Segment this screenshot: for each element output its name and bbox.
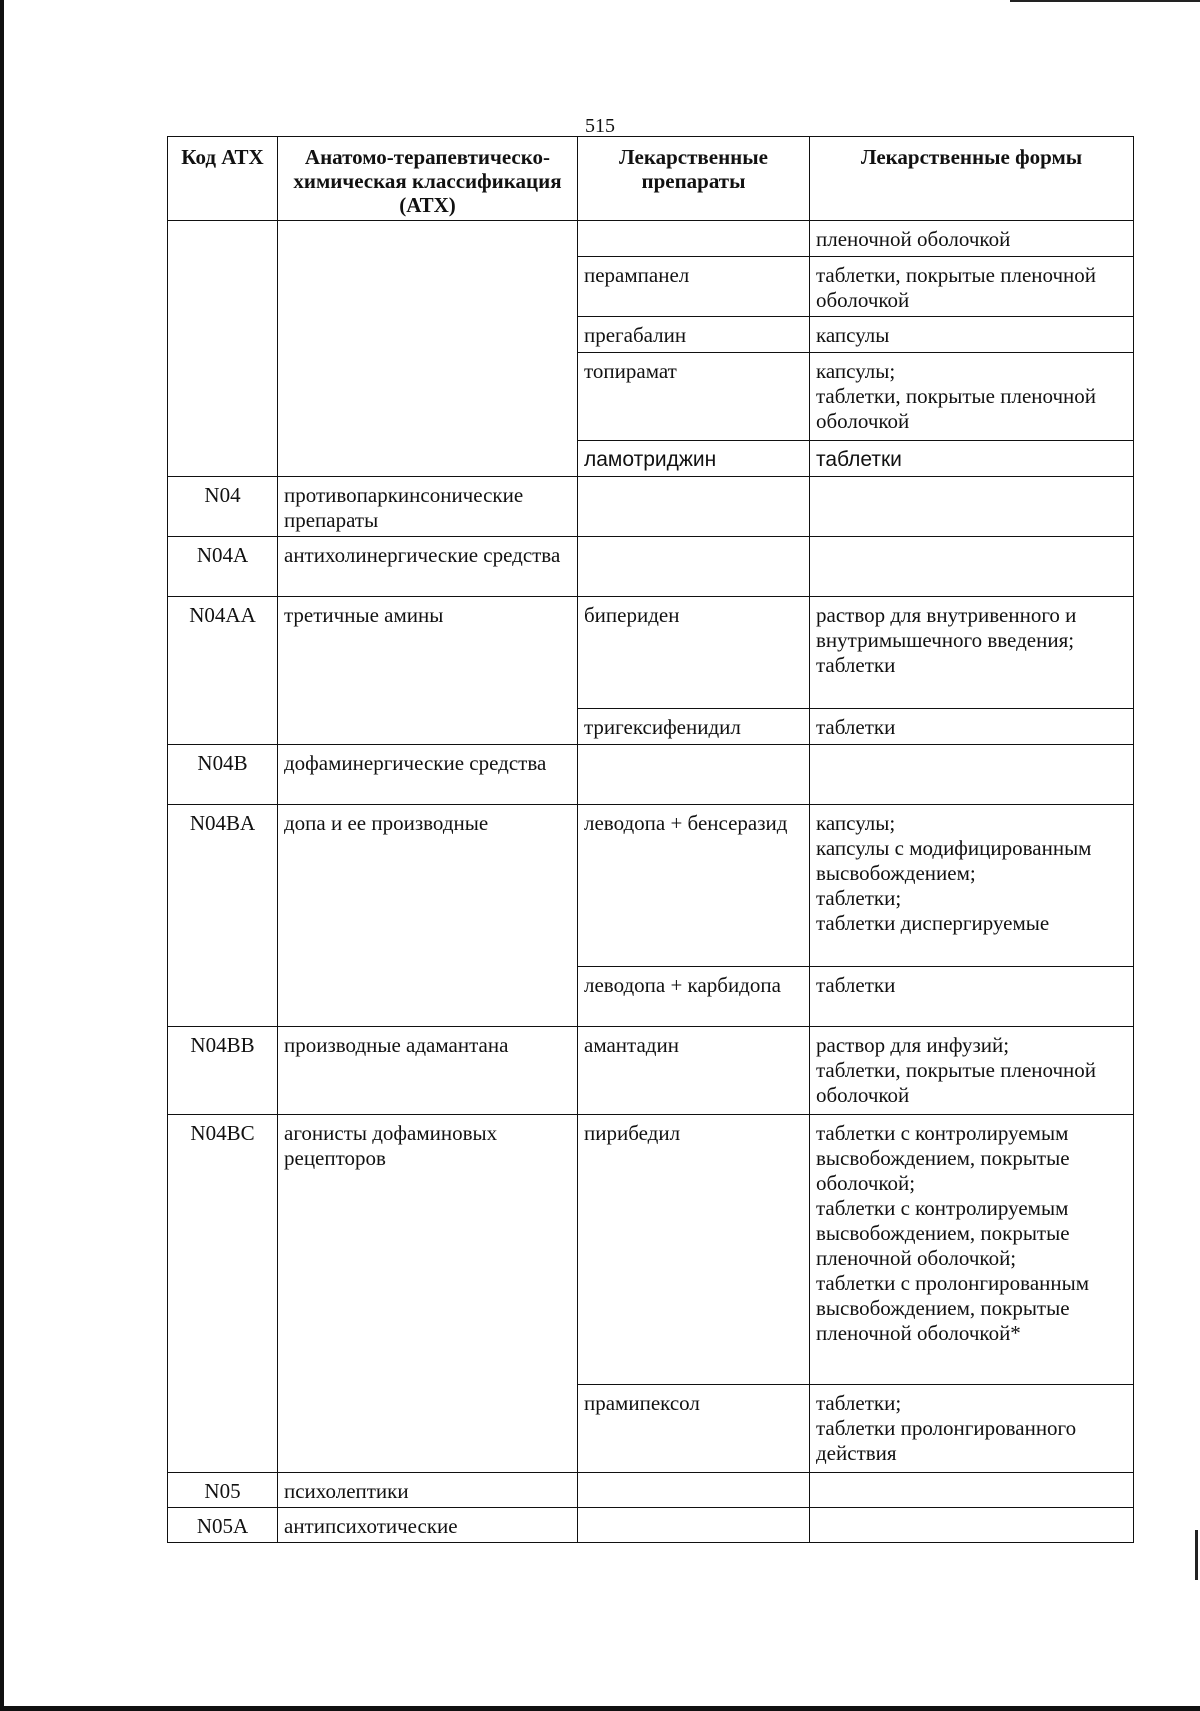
form-cell [810, 1508, 1134, 1543]
form-cell: капсулы; капсулы с модифицированным высвобождением; таблетки; таблетки диспергируемые [810, 805, 1134, 967]
atc-name-cell: агонисты дофаминовых рецепторов [278, 1115, 578, 1473]
atc-name-cell: производные адамантана [278, 1027, 578, 1115]
drug-cell [578, 745, 810, 805]
header-drugs: Лекарственные препараты [578, 137, 810, 221]
table-row [168, 1027, 1134, 1115]
table-row [168, 1473, 1134, 1508]
drug-cell: амантадин [578, 1027, 810, 1115]
table-row [168, 221, 1134, 257]
atc-code-cell [168, 221, 278, 477]
form-cell [810, 477, 1134, 537]
scan-left-border [0, 0, 4, 1711]
atc-code-cell: N04B [168, 745, 278, 805]
header-atc-classification: Анатомо-терапевтическо-химическая классификация (АТХ) [278, 137, 578, 221]
form-cell [810, 537, 1134, 597]
atc-name-cell: противопаркинсонические препараты [278, 477, 578, 537]
drug-cell [578, 1473, 810, 1508]
page-number: 515 [585, 115, 615, 137]
form-cell: капсулы [810, 317, 1134, 353]
atc-name-cell: дофаминергические средства [278, 745, 578, 805]
table-row [168, 477, 1134, 537]
atc-code-cell: N04AA [168, 597, 278, 745]
scan-bottom-border [0, 1706, 1200, 1711]
atc-name-cell: допа и ее производные [278, 805, 578, 1027]
drug-cell: пирибедил [578, 1115, 810, 1385]
drug-cell: прегабалин [578, 317, 810, 353]
atc-name-cell: антипсихотические [278, 1508, 578, 1543]
form-cell: таблетки, покрытые пленочной оболочкой [810, 257, 1134, 317]
drug-cell [578, 537, 810, 597]
scan-top-border [1010, 0, 1200, 2]
drug-cell: топирамат [578, 353, 810, 441]
form-cell: таблетки [810, 709, 1134, 745]
atc-code-cell: N04BB [168, 1027, 278, 1115]
atc-name-cell [278, 221, 578, 477]
atc-name-cell: антихолинергические средства [278, 537, 578, 597]
table-row [168, 1115, 1134, 1385]
drug-cell [578, 1508, 810, 1543]
form-cell: раствор для инфузий; таблетки, покрытые пленочной оболочкой [810, 1027, 1134, 1115]
atc-code-cell: N04A [168, 537, 278, 597]
table-row [168, 597, 1134, 709]
drug-cell: прамипексол [578, 1385, 810, 1473]
drug-cell: бипериден [578, 597, 810, 709]
scan-right-mark [1195, 1530, 1198, 1580]
table-row [168, 1508, 1134, 1543]
drug-cell: леводопа + бенсеразид [578, 805, 810, 967]
table-row [168, 805, 1134, 967]
form-cell [810, 745, 1134, 805]
table-row [168, 537, 1134, 597]
atc-name-cell: психолептики [278, 1473, 578, 1508]
form-cell: пленочной оболочкой [810, 221, 1134, 257]
form-cell: таблетки [810, 967, 1134, 1027]
atc-code-cell: N04 [168, 477, 278, 537]
drug-cell: леводопа + карбидопа [578, 967, 810, 1027]
drug-cell [578, 221, 810, 257]
form-cell: капсулы; таблетки, покрытые пленочной оболочкой [810, 353, 1134, 441]
form-cell: раствор для внутривенного и внутримышечного введения; таблетки [810, 597, 1134, 709]
drug-cell [578, 477, 810, 537]
table-header-row [168, 137, 1134, 221]
form-cell: таблетки; таблетки пролонгированного действия [810, 1385, 1134, 1473]
atc-name-cell: третичные амины [278, 597, 578, 745]
table-row [168, 745, 1134, 805]
form-cell: таблетки [810, 441, 1134, 477]
drug-classification-table [167, 136, 1134, 1543]
atc-code-cell: N04BA [168, 805, 278, 1027]
atc-code-cell: N05A [168, 1508, 278, 1543]
drug-cell: перампанел [578, 257, 810, 317]
drug-cell: ламотриджин [578, 441, 810, 477]
atc-code-cell: N05 [168, 1473, 278, 1508]
drug-cell: тригексифенидил [578, 709, 810, 745]
header-atc-code: Код АТХ [168, 137, 278, 221]
header-dosage-forms: Лекарственные формы [810, 137, 1134, 221]
atc-code-cell: N04BC [168, 1115, 278, 1473]
form-cell: таблетки с контролируемым высвобождением, покрытые оболочкой; таблетки с контролируемым высвобождением, покрытые пленочной оболочкой; таблетки с пролонгированным высвобождением, покрытые пленочной оболочкой* [810, 1115, 1134, 1385]
form-cell [810, 1473, 1134, 1508]
